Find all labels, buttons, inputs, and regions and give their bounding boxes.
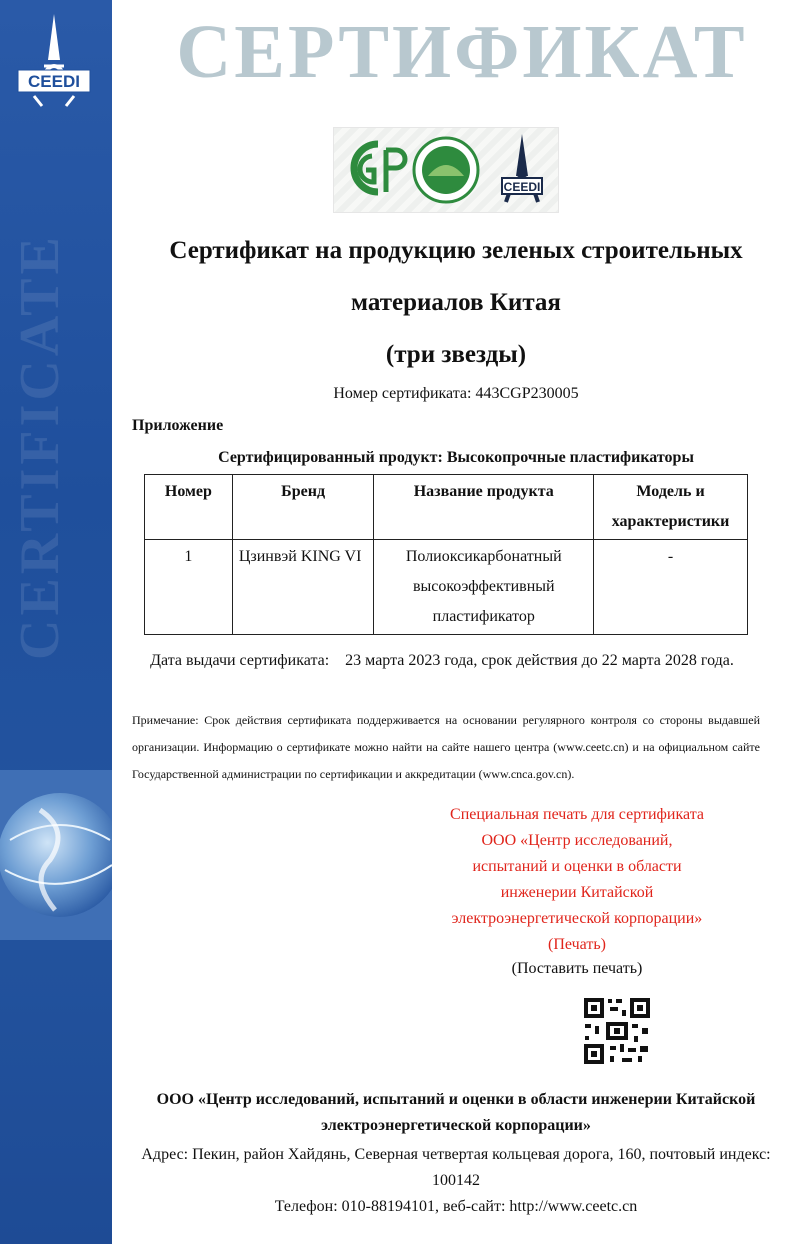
logo-strip bbox=[333, 127, 559, 213]
validity-note: Примечание: Срок действия сертификата поддерживается на основании регулярного контроля со стороны выдавшей организации. Информацию о сертификате можно найти на сайте нашего центра (www.ceetc.cn) и на официальном сайте Государственной администрации по сертификации и аккредитации (www.cnca.gov.cn). bbox=[132, 713, 760, 781]
certificate-title-line3: (три звезды) bbox=[385, 341, 527, 368]
ceedi-seal-icon bbox=[502, 134, 542, 202]
seal-line: ООО «Центр исследований, bbox=[481, 832, 673, 849]
seal-line: электроэнергетической корпорации» bbox=[451, 910, 703, 927]
side-band bbox=[0, 0, 112, 1244]
certificate-title-line1: Сертификат на продукцию зеленых строительных bbox=[169, 237, 743, 264]
certificate-body bbox=[112, 0, 800, 1244]
issue-date: Дата выдачи сертификата: 23 марта 2023 года, срок действия до 22 марта 2028 года. bbox=[150, 652, 734, 669]
certificate-number: Номер сертификата: 443CGP230005 bbox=[333, 385, 579, 402]
header-product-name: Название продукта bbox=[374, 475, 594, 540]
table-header-row bbox=[145, 475, 748, 540]
cell-number: 1 bbox=[145, 540, 233, 635]
green-material-seal-icon bbox=[414, 138, 478, 202]
page-title: СЕРТИФИКАТ bbox=[176, 10, 748, 94]
seal-line: (Печать) bbox=[548, 936, 606, 953]
seal-line: испытаний и оценки в области bbox=[472, 858, 682, 875]
appendix-label: Приложение bbox=[132, 417, 224, 434]
globe-icon bbox=[0, 770, 112, 940]
side-logo-text: CEEDI bbox=[28, 72, 80, 91]
cell-brand: Цзинвэй KING VI bbox=[232, 540, 374, 635]
cell-model: - bbox=[594, 540, 748, 635]
seal-line: Специальная печать для сертификата bbox=[450, 806, 704, 823]
seal-logo-text: CEEDI bbox=[503, 180, 541, 194]
certificate-title-line2: материалов Китая bbox=[351, 289, 561, 316]
header-model: Модель и характеристики bbox=[594, 475, 748, 540]
band-watermark: CERTIFICATE bbox=[9, 233, 71, 660]
ceedi-logo-icon bbox=[14, 10, 94, 110]
product-table bbox=[144, 474, 748, 635]
stamp-placeholder: (Поставить печать) bbox=[511, 960, 643, 977]
table-row bbox=[145, 540, 748, 635]
seal-line: инженерии Китайской bbox=[500, 884, 654, 901]
gcp-logo-icon bbox=[354, 144, 405, 192]
cell-product-name: Полиоксикарбонатный высокоэффективный пластификатор bbox=[374, 540, 594, 635]
certified-product: Сертифицированный продукт: Высокопрочные пластификаторы bbox=[218, 449, 694, 466]
organization-address: Адрес: Пекин, район Хайдянь, Северная четвертая кольцевая дорога, 160, почтовый индекс: 100142 bbox=[141, 1146, 771, 1189]
organization-contacts: Телефон: 010-88194101, веб-сайт: http://www.ceetc.cn bbox=[274, 1198, 638, 1215]
seal-text-block bbox=[412, 802, 742, 958]
organization-name: ООО «Центр исследований, испытаний и оценки в области инженерии Китайской электроэнергетической корпорации» bbox=[156, 1091, 756, 1134]
qr-code-icon bbox=[582, 996, 652, 1066]
header-number: Номер bbox=[145, 475, 233, 540]
header-brand: Бренд bbox=[232, 475, 374, 540]
